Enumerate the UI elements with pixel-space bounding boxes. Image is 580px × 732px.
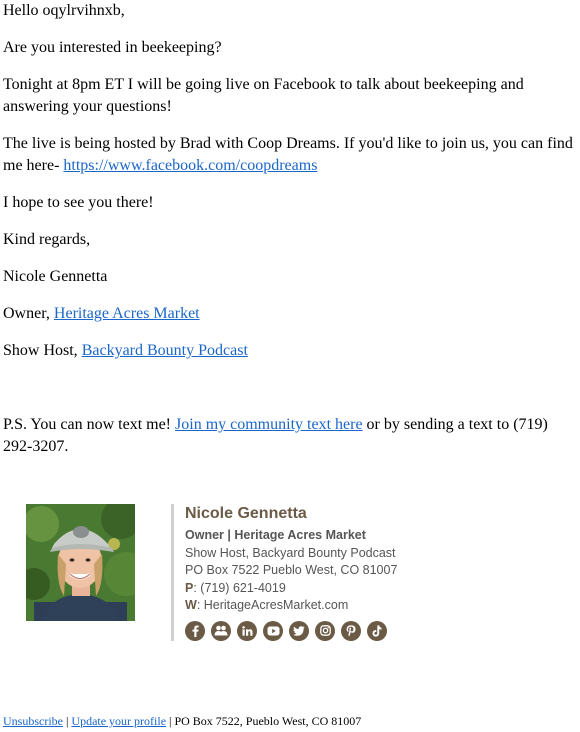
signature-address: PO Box 7522 Pueblo West, CO 81007 bbox=[185, 563, 398, 577]
email-footer bbox=[3, 713, 361, 729]
heritage-acres-link[interactable]: Heritage Acres Market bbox=[53, 305, 200, 322]
footer-address: PO Box 7522, Pueblo West, CO 81007 bbox=[174, 714, 362, 728]
website-url: : HeritageAcresMarket.com bbox=[196, 598, 349, 612]
community-icon[interactable] bbox=[211, 621, 231, 641]
update-profile-link[interactable]: Update your profile bbox=[71, 714, 167, 728]
ps-paragraph bbox=[3, 414, 579, 458]
footer-separator: | bbox=[166, 714, 175, 728]
avatar bbox=[26, 504, 135, 621]
avatar-photo bbox=[26, 504, 135, 621]
facebook-icon[interactable] bbox=[185, 621, 205, 641]
closing-line: Kind regards, bbox=[3, 231, 91, 248]
signature-show: Show Host, Backyard Bounty Podcast bbox=[185, 545, 396, 560]
website-label: W bbox=[185, 598, 197, 612]
phone-label: P bbox=[185, 580, 194, 595]
linkedin-icon[interactable] bbox=[237, 621, 257, 641]
email-body bbox=[3, 0, 579, 473]
footer-separator: | bbox=[63, 714, 72, 728]
sender-name: Nicole Gennetta bbox=[3, 268, 108, 285]
email-signature bbox=[26, 504, 397, 641]
ps-suffix: or by sending a text to (719) 292-3207. bbox=[3, 416, 548, 455]
community-text-link[interactable]: Join my community text here bbox=[175, 416, 363, 433]
social-links bbox=[185, 621, 397, 641]
signature-name: Nicole Gennetta bbox=[185, 505, 307, 522]
pinterest-icon[interactable] bbox=[341, 621, 361, 641]
youtube-icon[interactable] bbox=[263, 621, 283, 641]
facebook-link[interactable]: https://www.facebook.com/coopdreams bbox=[63, 157, 318, 174]
host-line bbox=[3, 340, 579, 362]
tiktok-icon[interactable] bbox=[367, 621, 387, 641]
instagram-icon[interactable] bbox=[315, 621, 335, 641]
owner-line bbox=[3, 303, 579, 325]
spacer bbox=[3, 377, 579, 414]
hope-line: I hope to see you there! bbox=[3, 194, 154, 211]
signature-title: Owner | Heritage Acres Market bbox=[185, 528, 366, 542]
host-prefix: Show Host, bbox=[3, 342, 82, 359]
ps-prefix: P.S. You can now text me! bbox=[3, 416, 176, 433]
signature-details bbox=[185, 504, 397, 641]
greeting: Hello oqylrvihnxb, bbox=[3, 2, 125, 19]
signature-phone bbox=[185, 580, 397, 598]
hosted-paragraph bbox=[3, 133, 579, 177]
phone-number: : (719) 621-4019 bbox=[193, 580, 286, 595]
signature-divider bbox=[171, 504, 174, 641]
question-line: Are you interested in beekeeping? bbox=[3, 39, 222, 56]
hosted-text: The live is being hosted by Brad with Coop Dreams. If you'd like to join us, you can find me here- bbox=[3, 135, 573, 174]
backyard-bounty-link[interactable]: Backyard Bounty Podcast bbox=[81, 342, 248, 359]
twitter-icon[interactable] bbox=[289, 621, 309, 641]
signature-website bbox=[185, 597, 397, 615]
unsubscribe-link[interactable]: Unsubscribe bbox=[3, 714, 63, 728]
announcement-paragraph: Tonight at 8pm ET I will be going live on Facebook to talk about beekeeping and answering your questions! bbox=[3, 76, 524, 115]
owner-prefix: Owner, bbox=[3, 305, 54, 322]
